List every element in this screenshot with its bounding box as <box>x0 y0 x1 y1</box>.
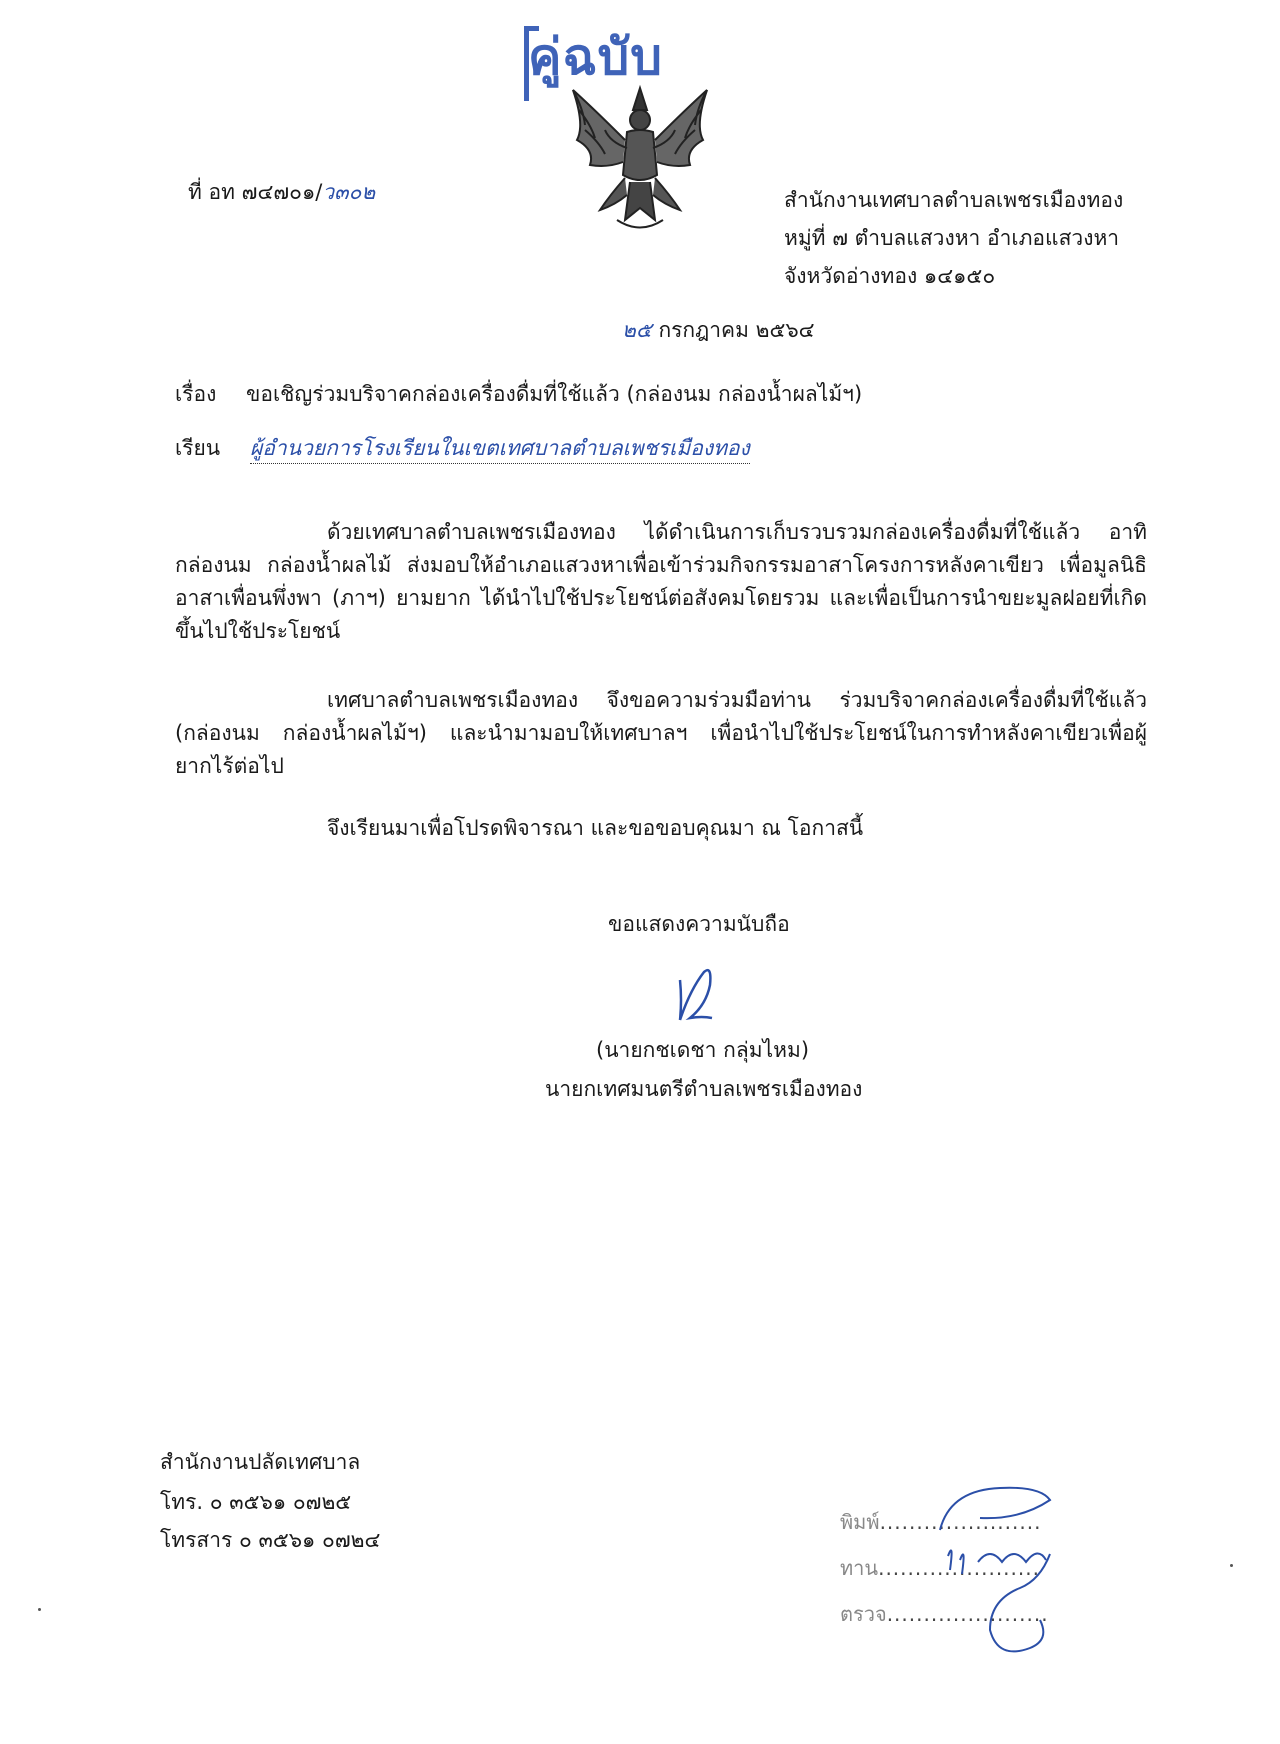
footer-fax: โทรสาร ๐ ๓๕๖๑ ๐๗๒๔ <box>160 1528 381 1552</box>
sender-address-line1: สำนักงานเทศบาลตำบลเพชรเมืองทอง <box>784 188 1124 212</box>
initials-handwritten-marks <box>920 1470 1120 1670</box>
footer-office: สำนักงานปลัดเทศบาล <box>160 1450 361 1474</box>
signatory-name: (นายกชเดชา กลุ่มไหม) <box>596 1038 810 1062</box>
garuda-emblem-icon <box>555 70 725 240</box>
recipient-text: ผู้อำนวยการโรงเรียนในเขตเทศบาลตำบลเพชรเมืองทอง <box>250 436 750 464</box>
body-paragraph-2: เทศบาลตำบลเพชรเมืองทอง จึงขอความร่วมมือท่าน ร่วมบริจาคกล่องเครื่องดื่มที่ใช้แล้ว (กล่องนม กล่องน้ำผลไม้ฯ) และนำมามอบให้เทศบาลฯ เพื่อนำไปใช้ประโยชน์ในการทำหลังคาเขียวเพื่อผู้ยากไร้ต่อไป <box>175 688 1147 778</box>
signature-mark <box>660 960 730 1030</box>
scan-speck <box>38 1608 41 1611</box>
initials-typed-dots: ...................... <box>879 1510 1042 1534</box>
scan-speck <box>1230 1564 1233 1567</box>
initials-verified-label: ตรวจ <box>840 1602 887 1626</box>
closing-salutation: ขอแสดงความนับถือ <box>608 912 790 936</box>
initials-checked-label: ทาน <box>840 1556 879 1580</box>
document-date <box>622 318 815 343</box>
subject-text: ขอเชิญร่วมบริจาคกล่องเครื่องดื่มที่ใช้แล้ว (กล่องนม กล่องน้ำผลไม้ฯ) <box>246 382 863 406</box>
copy-stamp: คู่ฉบับ <box>528 28 663 86</box>
signatory-position: นายกเทศมนตรีตำบลเพชรเมืองทอง <box>545 1077 863 1101</box>
document-number-prefix: ที่ อท ๗๔๗๐๑/ <box>188 180 323 204</box>
sender-address-line3: จังหวัดอ่างทอง ๑๔๑๕๐ <box>784 264 996 288</box>
body-paragraph-1: ด้วยเทศบาลตำบลเพชรเมืองทอง ได้ดำเนินการเก็บรวบรวมกล่องเครื่องดื่มที่ใช้แล้ว อาทิ กล่องนม กล่องน้ำผลไม้ ส่งมอบให้อำเภอแสวงหาเพื่อเข้าร่วมกิจกรรมอาสาโครงการหลังคาเขียว เพื่อมูลนิธิอาสาเพื่อนพึ่งพา (ภาฯ) ยามยาก ได้นำไปใช้ประโยชน์ต่อสังคมโดยรวม และเพื่อเป็นการนำขยะมูลฝอยที่เกิดขึ้นไปใช้ประโยชน์ <box>175 520 1147 643</box>
document-number <box>188 180 375 205</box>
subject-label: เรื่อง <box>175 382 217 406</box>
initials-verified-dots: ...................... <box>886 1602 1049 1626</box>
date-month-year: กรกฎาคม ๒๕๖๔ <box>658 318 815 342</box>
recipient-label: เรียน <box>175 436 221 460</box>
date-day-handwritten: ๒๕ <box>622 318 652 342</box>
sender-address-line2: หมู่ที่ ๗ ตำบลแสวงหา อำเภอแสวงหา <box>784 226 1120 250</box>
initials-checked-dots: ...................... <box>878 1556 1040 1580</box>
footer-phone: โทร. ๐ ๓๕๖๑ ๐๗๒๕ <box>160 1490 352 1514</box>
document-number-handwritten: ว๓๐๒ <box>322 180 376 204</box>
initials-typed-label: พิมพ์ <box>840 1510 880 1534</box>
body-paragraph-3: จึงเรียนมาเพื่อโปรดพิจารณา และขอขอบคุณมา ณ โอกาสนี้ <box>327 816 864 840</box>
